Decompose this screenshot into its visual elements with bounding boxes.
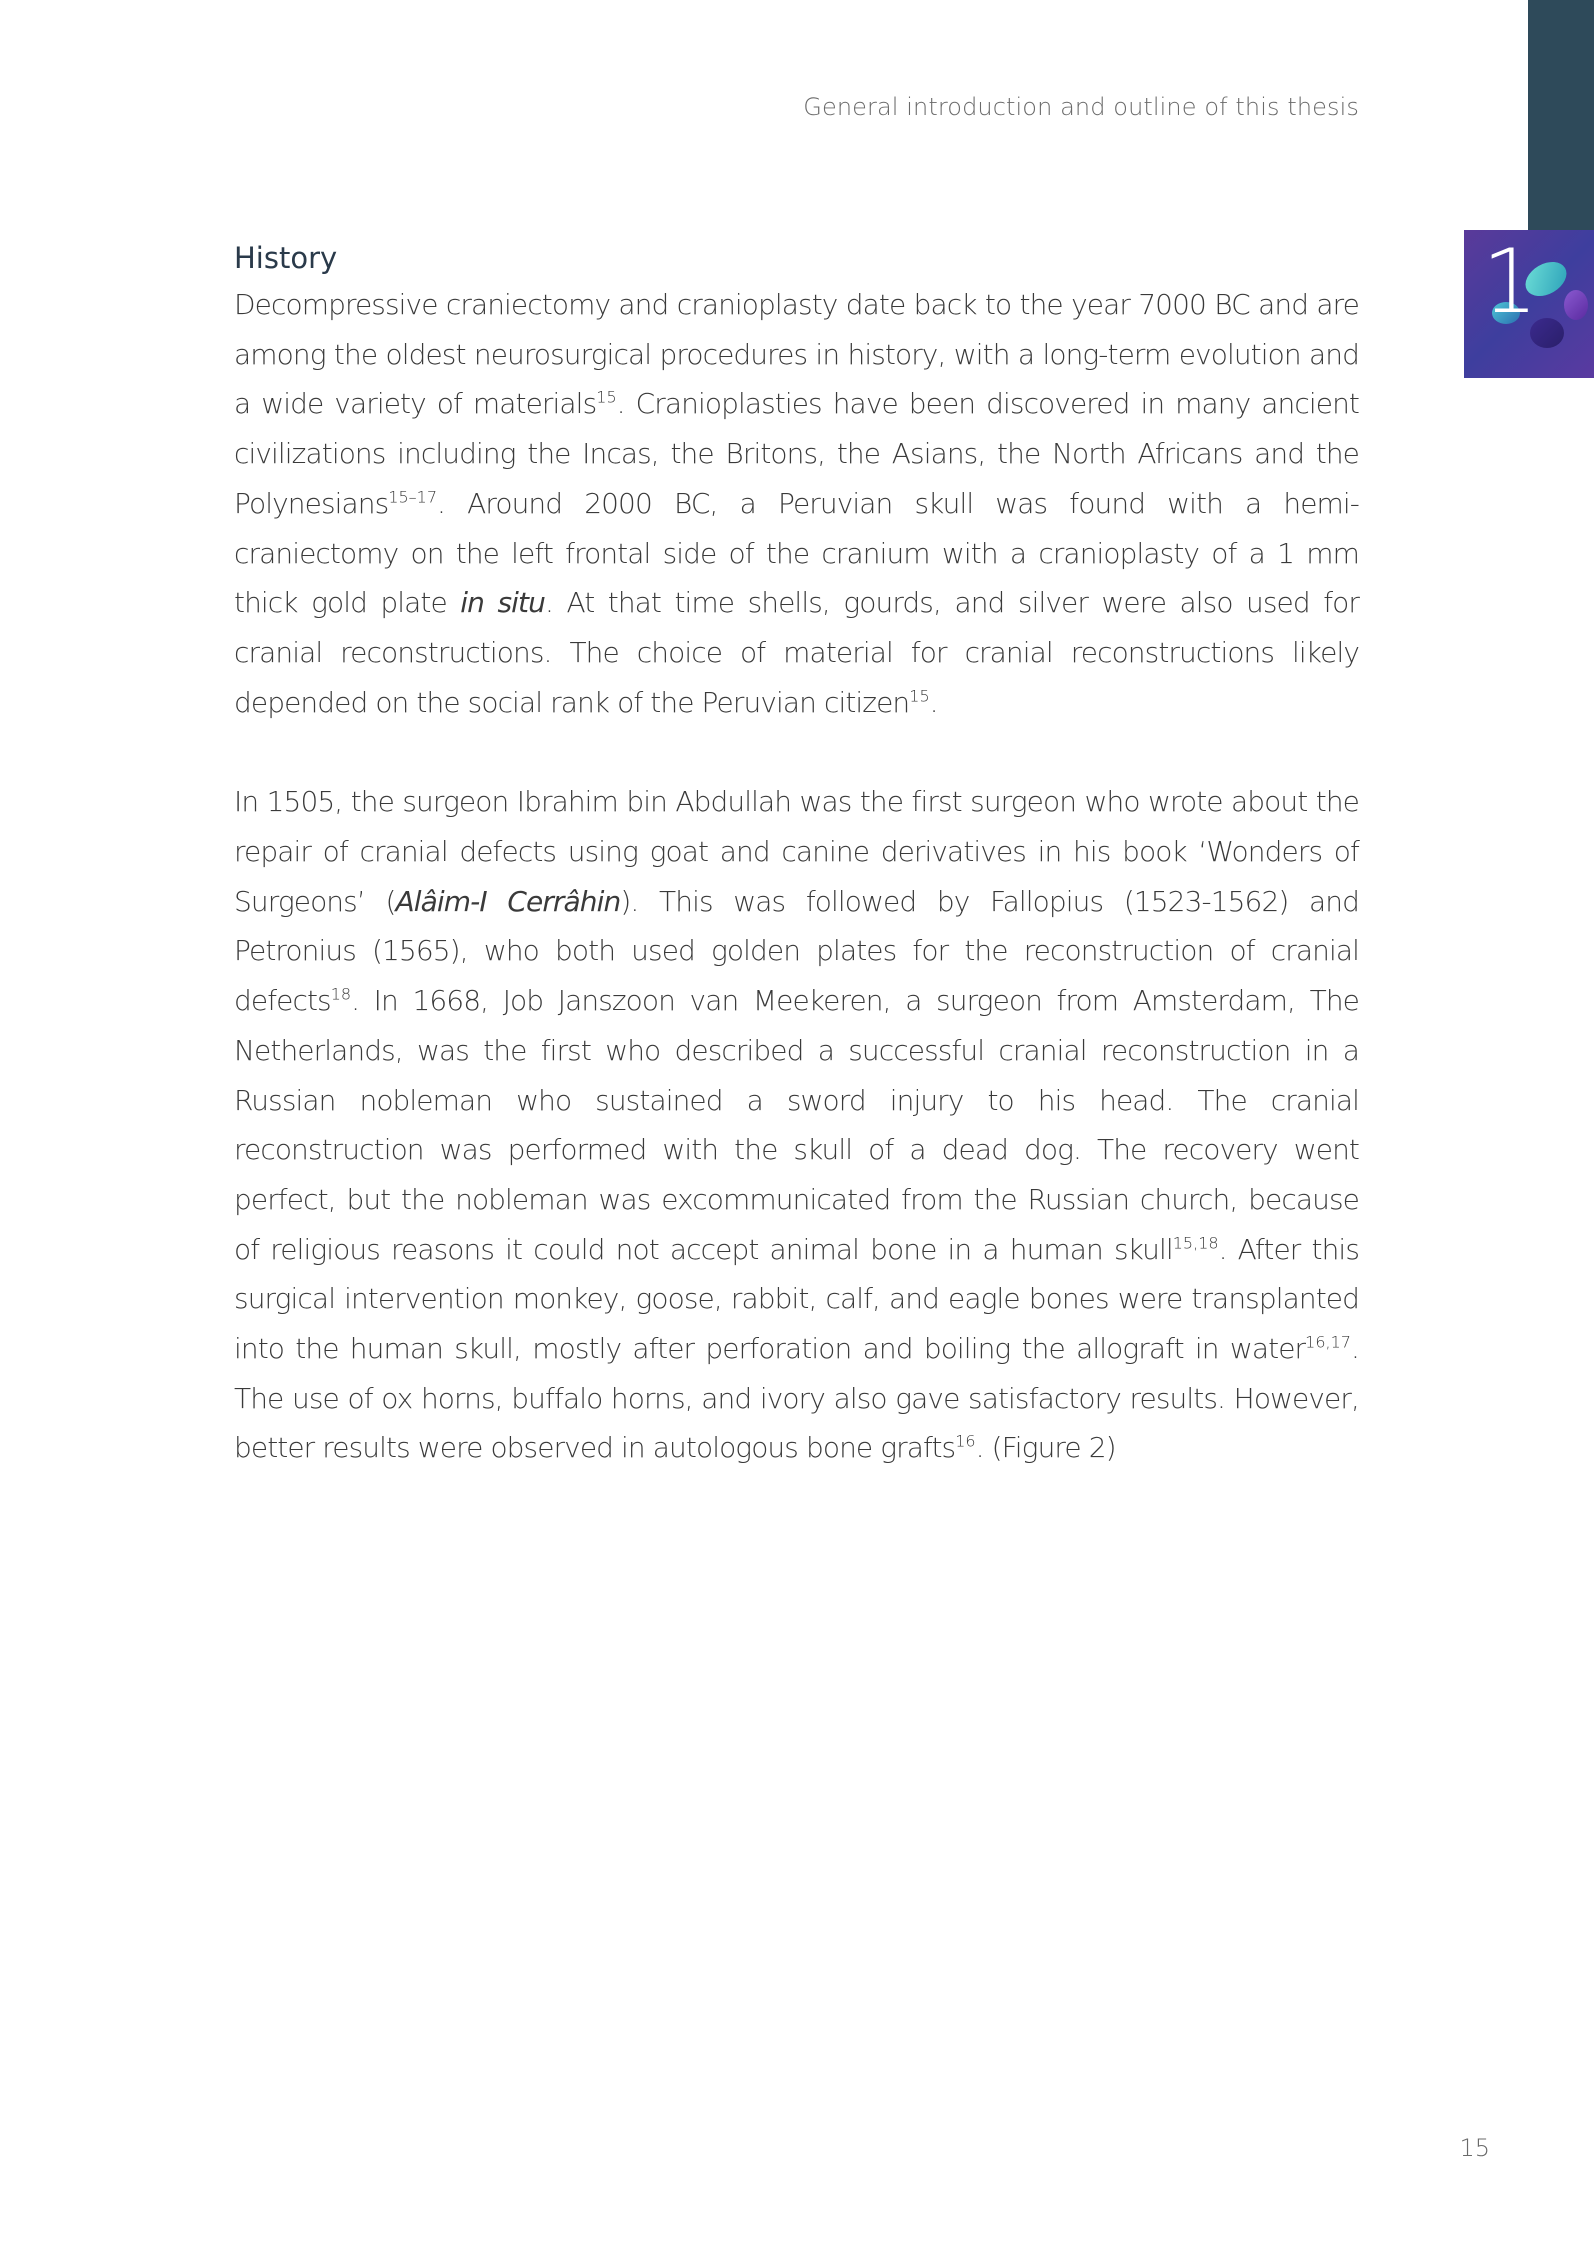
italic-term: Alâim-I Cerrâhin xyxy=(395,884,621,918)
text-run: . Cranioplasties have been discovered in many ancient civilizations including the Incas, the Britons, the Asians, the North Africans and the Polynesians xyxy=(234,387,1359,520)
text-run: Decompressive craniectomy and cranioplasty date back to the year 7000 BC and are among the oldest neurosurgical procedures in history, with a long-term evolution and a wide variety of materials xyxy=(234,288,1359,421)
chapter-side-bar xyxy=(1528,0,1594,230)
text-run: . At that time shells, gourds, and silver were also used for cranial reconstructions. The choice of material for cranial reconstructions likely depended on the social rank of the Peruvian citizen xyxy=(234,586,1360,719)
text-run: . Around 2000 BC, a Peruvian skull was found with a hemi-craniectomy on the left frontal side of the cranium with a cranioplasty of a 1 mm thick gold plate xyxy=(234,486,1359,620)
reference-superscript: 18 xyxy=(330,984,352,1004)
text-run: ). This was followed by Fallopius (1523-1562) and Petronius (1565), who both used golden plates for the reconstruction of cranial defects xyxy=(234,884,1360,1018)
text-run: . xyxy=(929,685,938,719)
reference-superscript: 16 xyxy=(955,1432,976,1452)
reference-superscript: 15 xyxy=(909,686,930,706)
chapter-number: 1 xyxy=(1482,230,1538,333)
section-heading: History xyxy=(234,241,338,275)
chapter-tab xyxy=(1464,230,1594,378)
reference-superscript: 16,17 xyxy=(1305,1332,1351,1352)
text-run: . (Figure 2) xyxy=(975,1431,1116,1465)
reference-superscript: 15 xyxy=(596,388,617,408)
decorative-blob-icon xyxy=(1564,290,1588,320)
paragraph-history-2 xyxy=(234,777,1359,1473)
italic-term: in situ xyxy=(460,586,545,620)
running-header: General introduction and outline of this thesis xyxy=(803,93,1359,121)
text-run: . After this surgical intervention monkey, goose, rabbit, calf, and eagle bones were transplanted into the human skull, mostly after perforation and boiling the allograft in water xyxy=(234,1232,1360,1366)
reference-superscript: 15–17 xyxy=(388,487,438,507)
text-run: In 1505, the surgeon Ibrahim bin Abdullah was the first surgeon who wrote about the repair of cranial defects using goat and canine derivatives in his book ‘Wonders of Surgeons’ ( xyxy=(234,785,1359,918)
text-run: . The use of ox horns, buffalo horns, and ivory also gave satisfactory results. However, better results were observed in autologous bone grafts xyxy=(234,1332,1359,1465)
page-number: 15 xyxy=(1459,2134,1490,2162)
main-content xyxy=(234,236,1359,1473)
paragraph-history-1 xyxy=(234,280,1359,727)
text-run: . In 1668, Job Janszoon van Meekeren, a surgeon from Amsterdam, The Netherlands, was the first who described a successful cranial reconstruction in a Russian nobleman who sustained a sword injury to his head. The cranial reconstruction was performed with the skull of a dead dog. The recovery went perfect, but the nobleman was excommunicated from the Russian church, because of religious reasons it could not accept animal bone in a human skull xyxy=(234,984,1359,1266)
reference-superscript: 15,18 xyxy=(1172,1233,1219,1253)
